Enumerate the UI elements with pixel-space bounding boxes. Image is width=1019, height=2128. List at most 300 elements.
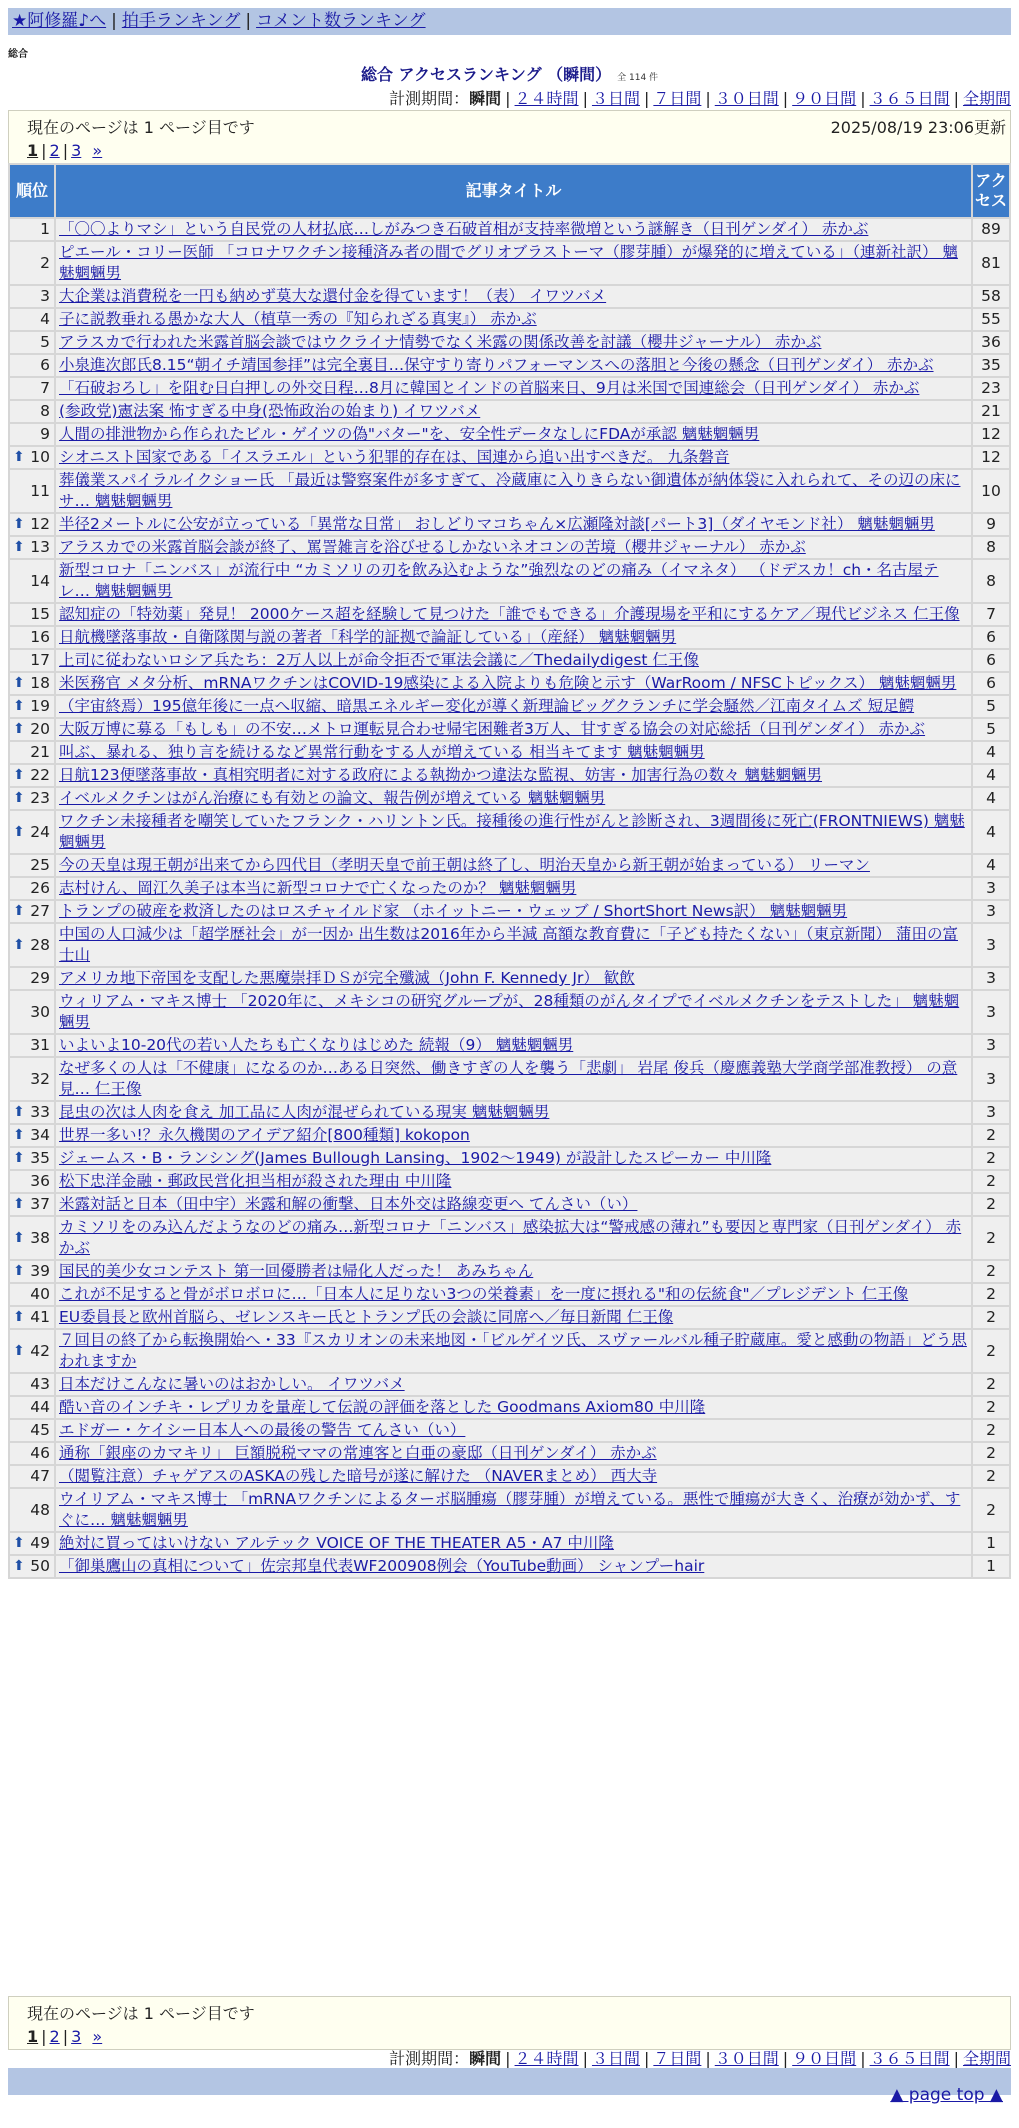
article-title-link[interactable]: 日航123便墜落事故・真相究明者に対する政府による執拗かつ違法な監視、妨害・加害行為の数々 魑魅魍魎男 bbox=[59, 766, 823, 784]
title-cell bbox=[56, 378, 971, 399]
article-title-link[interactable]: いよいよ10-20代の若い人たちも亡くなりはじめた 続報（9） 魑魅魍魎男 bbox=[59, 1036, 574, 1054]
rank-number: 17 bbox=[30, 651, 50, 669]
title-cell bbox=[56, 1533, 971, 1554]
article-title-link[interactable]: 酷い音のインチキ・レプリカを量産して伝説の評価を落とした Goodmans Axiom80 中川隆 bbox=[59, 1398, 706, 1416]
title-cell bbox=[56, 968, 971, 989]
separator: | bbox=[62, 2027, 69, 2046]
rank-number: 16 bbox=[30, 628, 50, 646]
table-row bbox=[10, 1330, 1009, 1372]
rank-number: 3 bbox=[40, 287, 50, 305]
page-info-text: 現在のページは 1 ページ目です bbox=[27, 2004, 255, 2023]
rank-cell bbox=[10, 242, 54, 284]
access-count: 58 bbox=[973, 286, 1009, 307]
article-title-link[interactable]: 今の天皇は現王朝が出来てから四代目（孝明天皇で前王朝は終了し、明治天皇から新王朝が始まっている） リーマン bbox=[59, 856, 870, 874]
rank-number: 43 bbox=[30, 1375, 50, 1393]
article-title-link[interactable]: 米医務官 メタ分析、mRNAワクチンはCOVID-19感染による入院よりも危険と示す（WarRoom / NFSCトピックス） 魑魅魍魎男 bbox=[59, 674, 957, 692]
page-title-row bbox=[0, 62, 1019, 85]
rank-cell bbox=[10, 1217, 54, 1259]
article-title-link[interactable]: アラスカで行われた米露首脳会談ではウクライナ情勢でなく米露の関係改善を討議（櫻井ジャーナル） 赤かぶ bbox=[59, 333, 822, 351]
title-cell bbox=[56, 1125, 971, 1146]
title-cell bbox=[56, 1397, 971, 1418]
period-option-link[interactable]: ３０日間 bbox=[714, 2049, 779, 2068]
table-row bbox=[10, 447, 1009, 468]
article-title-link[interactable]: ウイリアム・マキス博士 「mRNAワクチンによるターボ脳腫瘍（膠芽腫）が増えている。悪性で腫瘍が大きく、治療が効かず、すぐに… 魑魅魍魎男 bbox=[59, 1490, 961, 1529]
period-selector-bottom bbox=[389, 2046, 1011, 2069]
title-cell bbox=[56, 1466, 971, 1487]
title-cell bbox=[56, 1194, 971, 1215]
rank-cell bbox=[10, 1284, 54, 1305]
article-title-link[interactable]: 新型コロナ「ニンバス」が流行中 “カミソリの刃を飲み込むような”強烈なのどの痛み（イマネタ） （ドデスカ！ch・名古屋テレ… 魑魅魍魎男 bbox=[59, 561, 939, 600]
up-arrow-icon: ⬆ bbox=[13, 516, 25, 532]
access-count: 12 bbox=[973, 424, 1009, 445]
page-info-text: 現在のページは 1 ページ目です bbox=[27, 118, 255, 137]
rank-cell bbox=[10, 1058, 54, 1100]
pager-next-link[interactable]: » bbox=[92, 2027, 103, 2046]
separator: | bbox=[860, 89, 866, 108]
rank-number: 36 bbox=[30, 1172, 50, 1190]
up-arrow-icon: ⬆ bbox=[13, 449, 25, 465]
article-title-link[interactable]: （閲覧注意）チャゲアスのASKAの残した暗号が遂に解けた （NAVERまとめ） 西大寺 bbox=[59, 1467, 658, 1485]
table-row bbox=[10, 424, 1009, 445]
table-row bbox=[10, 242, 1009, 284]
rank-number: 44 bbox=[30, 1398, 50, 1416]
table-row bbox=[10, 401, 1009, 422]
access-count: 1 bbox=[973, 1556, 1009, 1577]
article-title-link[interactable]: 中国の人口減少は「超学歴社会」が一因か 出生数は2016年から半減 高額な教育費に「子ども持たくない」（東京新聞） 蒲田の富士山 bbox=[59, 925, 958, 964]
rank-number: 19 bbox=[30, 697, 50, 715]
access-count: 2 bbox=[973, 1397, 1009, 1418]
rank-number: 4 bbox=[40, 310, 50, 328]
up-arrow-icon: ⬆ bbox=[13, 790, 25, 806]
period-option-link[interactable]: ３０日間 bbox=[714, 89, 779, 108]
rank-cell bbox=[10, 673, 54, 694]
title-cell bbox=[56, 765, 971, 786]
period-option-link[interactable]: ９０日間 bbox=[792, 2049, 857, 2068]
rank-cell bbox=[10, 1171, 54, 1192]
rank-cell bbox=[10, 424, 54, 445]
rank-number: 38 bbox=[30, 1228, 50, 1247]
col-rank-header: 順位 bbox=[10, 165, 54, 217]
article-title-link[interactable]: 「〇〇よりマシ」という自民党の人材払底…しがみつき石破首相が支持率微増という謎解き（日刊ゲンダイ） 赤かぶ bbox=[59, 220, 869, 238]
rank-cell bbox=[10, 1194, 54, 1215]
table-row bbox=[10, 1217, 1009, 1259]
pager-page-link[interactable]: 2 bbox=[49, 2027, 60, 2046]
rank-number: 39 bbox=[30, 1262, 50, 1280]
up-arrow-icon: ⬆ bbox=[13, 675, 25, 691]
access-count: 3 bbox=[973, 1058, 1009, 1100]
rank-cell bbox=[10, 332, 54, 353]
rank-number: 9 bbox=[40, 425, 50, 443]
table-row bbox=[10, 378, 1009, 399]
table-row bbox=[10, 1284, 1009, 1305]
access-count: 21 bbox=[973, 401, 1009, 422]
rank-cell bbox=[10, 604, 54, 625]
access-count: 4 bbox=[973, 855, 1009, 876]
article-title-link[interactable]: アメリカ地下帝国を支配した悪魔崇拝ＤＳが完全殲滅（John F. Kennedy Jr） 歓飲 bbox=[59, 969, 635, 987]
rank-cell bbox=[10, 514, 54, 535]
rank-number: 31 bbox=[30, 1036, 50, 1054]
table-row bbox=[10, 696, 1009, 717]
article-title-link[interactable]: 小泉進次郎氏8.15“朝イチ靖国参拝”は完全裏目…保守すり寄りパフォーマンスへの落胆と今後の懸念（日刊ゲンダイ） 赤かぶ bbox=[59, 356, 934, 374]
up-arrow-icon: ⬆ bbox=[13, 823, 25, 840]
access-count: 2 bbox=[973, 1489, 1009, 1531]
access-count: 8 bbox=[973, 537, 1009, 558]
article-title-link[interactable]: ピエール・コリー医師 「コロナワクチン接種済み者の間でグリオブラストーマ（膠芽腫）が爆発的に増えている」（連新社訳） 魑魅魍魎男 bbox=[59, 243, 958, 282]
article-title-link[interactable]: 昆虫の次は人肉を食え 加工品に人肉が混ぜられている現実 魑魅魍魎男 bbox=[59, 1103, 550, 1121]
period-option-link[interactable]: ２４時間 bbox=[514, 89, 579, 108]
table-row bbox=[10, 811, 1009, 853]
title-cell bbox=[56, 719, 971, 740]
separator: | bbox=[953, 89, 959, 108]
up-arrow-icon: ⬆ bbox=[13, 1309, 25, 1325]
rank-number: 18 bbox=[30, 674, 50, 692]
rank-cell bbox=[10, 1102, 54, 1123]
table-row bbox=[10, 219, 1009, 240]
access-count: 2 bbox=[973, 1261, 1009, 1282]
rank-number: 28 bbox=[30, 935, 50, 954]
access-count: 2 bbox=[973, 1466, 1009, 1487]
access-count: 36 bbox=[973, 332, 1009, 353]
article-title-link[interactable]: トランプの破産を救済したのはロスチャイルド家 （ホイットニー・ウェッブ / ShortShort News訳） 魑魅魍魎男 bbox=[59, 902, 848, 920]
table-row bbox=[10, 1443, 1009, 1464]
up-arrow-icon: ⬆ bbox=[13, 721, 25, 737]
access-count: 2 bbox=[973, 1148, 1009, 1169]
title-cell bbox=[56, 355, 971, 376]
article-title-link[interactable]: (参政党)憲法案 怖すぎる中身(恐怖政治の始まり) イワツバメ bbox=[59, 402, 481, 420]
separator: | bbox=[505, 2049, 511, 2068]
up-arrow-icon: ⬆ bbox=[13, 767, 25, 783]
article-title-link[interactable]: 半径2メートルに公安が立っている「異常な日常」 おしどりマコちゃん×広瀬隆対談[パート3]（ダイヤモンド社） 魑魅魍魎男 bbox=[59, 515, 935, 533]
article-title-link[interactable]: イベルメクチンはがん治療にも有効との論文、報告例が増えている 魑魅魍魎男 bbox=[59, 789, 606, 807]
rank-cell bbox=[10, 650, 54, 671]
pager-current-page: 1 bbox=[27, 2027, 39, 2046]
article-title-link[interactable]: 子に説教垂れる愚かな大人（植草一秀の『知られざる真実』） 赤かぶ bbox=[59, 310, 537, 328]
pager-next-link[interactable]: » bbox=[92, 141, 103, 160]
spacer bbox=[84, 2027, 89, 2046]
rank-cell bbox=[10, 1420, 54, 1441]
article-title-link[interactable]: これが不足すると骨がボロボロに…「日本人に足りない3つの栄養素」を一度に摂れる"和の伝統食"／プレジデント 仁王像 bbox=[59, 1285, 909, 1303]
clap-ranking-link[interactable]: 拍手ランキング bbox=[121, 11, 241, 31]
period-option-link[interactable]: ２４時間 bbox=[514, 2049, 579, 2068]
rank-cell bbox=[10, 788, 54, 809]
table-row bbox=[10, 1466, 1009, 1487]
rank-cell bbox=[10, 1466, 54, 1487]
table-row bbox=[10, 901, 1009, 922]
table-row bbox=[10, 604, 1009, 625]
period-selector-top bbox=[389, 86, 1011, 109]
table-row bbox=[10, 1125, 1009, 1146]
rank-cell bbox=[10, 719, 54, 740]
article-title-link[interactable]: ７回目の終了から転換開始へ・33『スカリオンの未来地図・「ビルゲイツ氏、スヴァールバル種子貯蔵庫。愛と感動の物語」どう思われますか bbox=[59, 1331, 967, 1370]
period-label: 計測期間： bbox=[389, 89, 470, 108]
separator: | bbox=[782, 2049, 789, 2068]
article-title-link[interactable]: ジェームス・B・ランシング(James Bullough Lansing、1902～1949) が設計したスピーカー 中川隆 bbox=[59, 1149, 772, 1167]
rank-number: 37 bbox=[30, 1195, 50, 1213]
rank-cell bbox=[10, 878, 54, 899]
title-cell bbox=[56, 560, 971, 602]
rank-number: 20 bbox=[30, 720, 50, 738]
article-title-link[interactable]: ワクチン未接種者を嘲笑していたフランク・ハリントン氏。接種後の進行性がんと診断され、3週間後に死亡(FRONTNIEWS) 魑魅魍魎男 bbox=[59, 812, 965, 851]
access-count: 2 bbox=[973, 1443, 1009, 1464]
rank-cell bbox=[10, 1374, 54, 1395]
period-option-link[interactable]: 全期間 bbox=[962, 89, 1011, 108]
article-title-link[interactable]: 大企業は消費税を一円も納めず莫大な還付金を得ています！（表） イワツバメ bbox=[59, 287, 607, 305]
article-title-link[interactable]: 日本だけこんなに暑いのはおかしい。 イワツバメ bbox=[59, 1375, 405, 1393]
access-count: 8 bbox=[973, 560, 1009, 602]
separator: | bbox=[705, 2049, 711, 2068]
access-count: 7 bbox=[973, 604, 1009, 625]
period-option-link[interactable]: ７日間 bbox=[653, 89, 702, 108]
rank-cell bbox=[10, 991, 54, 1033]
rank-cell bbox=[10, 901, 54, 922]
article-title-link[interactable]: 松下忠洋金融・郵政民営化担当相が殺された理由 中川隆 bbox=[59, 1172, 452, 1190]
page-info-bottom bbox=[8, 1996, 1011, 2050]
rank-number: 45 bbox=[30, 1421, 50, 1439]
period-option-link[interactable]: ３日間 bbox=[591, 89, 640, 108]
article-title-link[interactable]: 通称「銀座のカマキリ」 巨額脱税ママの常連客と白亜の豪邸（日刊ゲンダイ） 赤かぶ bbox=[59, 1444, 657, 1462]
access-count: 3 bbox=[973, 1035, 1009, 1056]
article-title-link[interactable]: 認知症の「特効薬」発見！ 2000ケース超を経験して見つけた「誰でもできる」介護現場を平和にするケア／現代ビジネス 仁王像 bbox=[59, 605, 960, 623]
title-cell bbox=[56, 401, 971, 422]
access-count: 2 bbox=[973, 1330, 1009, 1372]
pager-current-page: 1 bbox=[27, 141, 39, 160]
article-title-link[interactable]: ウィリアム・マキス博士 「2020年に、メキシコの研究グループが、28種類のがんタイプでイベルメクチンをテストした」 魑魅魍魎男 bbox=[59, 992, 960, 1031]
rank-cell bbox=[10, 1261, 54, 1282]
article-title-link[interactable]: （宇宙終焉）195億年後に一点へ収縮、暗黒エネルギー変化が導く新理論ビッグクランチに学会騒然／江南タイムズ 短足鰐 bbox=[59, 697, 915, 715]
rank-cell bbox=[10, 742, 54, 763]
rank-cell bbox=[10, 1035, 54, 1056]
access-count: 5 bbox=[973, 696, 1009, 717]
title-cell bbox=[56, 811, 971, 853]
title-cell bbox=[56, 286, 971, 307]
access-count: 2 bbox=[973, 1217, 1009, 1259]
table-row bbox=[10, 1533, 1009, 1554]
title-cell bbox=[56, 537, 971, 558]
table-row bbox=[10, 765, 1009, 786]
up-arrow-icon: ⬆ bbox=[13, 1558, 25, 1574]
separator: | bbox=[643, 89, 650, 108]
rank-cell bbox=[10, 355, 54, 376]
separator: | bbox=[41, 2027, 47, 2046]
access-count: 3 bbox=[973, 1102, 1009, 1123]
total-count: 全 114 件 bbox=[617, 73, 659, 83]
rank-cell bbox=[10, 968, 54, 989]
title-cell bbox=[56, 447, 971, 468]
pager-page-link[interactable]: 3 bbox=[71, 2027, 82, 2046]
title-cell bbox=[56, 470, 971, 512]
article-title-link[interactable]: 「石破おろし」を阻む日白押しの外交日程…8月に韓国とインドの首脳来日、9月は米国で国連総会（日刊ゲンダイ） 赤かぶ bbox=[59, 379, 920, 397]
rank-number: 26 bbox=[30, 879, 50, 897]
rank-cell bbox=[10, 1397, 54, 1418]
title-cell bbox=[56, 673, 971, 694]
article-title-link[interactable]: 上司に従わないロシア兵たち：2万人以上が命令拒否で軍法会議に／Thedailydigest 仁王像 bbox=[59, 651, 699, 669]
article-title-link[interactable]: EU委員長と欧州首脳ら、ゼレンスキー氏とトランプ氏の会談に同席へ／毎日新聞 仁王像 bbox=[59, 1308, 674, 1326]
rank-number: 10 bbox=[30, 448, 50, 466]
page-title: 総合 アクセスランキング （瞬間） bbox=[360, 65, 612, 84]
up-arrow-icon: ⬆ bbox=[13, 936, 25, 953]
up-arrow-icon: ⬆ bbox=[13, 1229, 25, 1246]
access-count: 6 bbox=[973, 650, 1009, 671]
rank-number: 24 bbox=[30, 822, 50, 841]
table-row bbox=[10, 355, 1009, 376]
spacer bbox=[84, 141, 89, 160]
table-row bbox=[10, 1035, 1009, 1056]
rank-number: 47 bbox=[30, 1467, 50, 1485]
access-count: 4 bbox=[973, 811, 1009, 853]
table-row bbox=[10, 673, 1009, 694]
access-count: 3 bbox=[973, 878, 1009, 899]
access-count: 2 bbox=[973, 1374, 1009, 1395]
period-option-link[interactable]: 全期間 bbox=[962, 2049, 1011, 2068]
table-row bbox=[10, 332, 1009, 353]
title-cell bbox=[56, 1171, 971, 1192]
separator: | bbox=[860, 2049, 866, 2068]
table-row bbox=[10, 788, 1009, 809]
article-title-link[interactable]: 日航機墜落事故・自衛隊関与説の著者「科学的証拠で論証している」（産経） 魑魅魍魎男 bbox=[59, 628, 677, 646]
table-row bbox=[10, 1261, 1009, 1282]
period-option-link[interactable]: ３日間 bbox=[591, 2049, 640, 2068]
page-top-link[interactable]: ▲ page top ▲ bbox=[890, 2085, 1003, 2105]
article-title-link[interactable]: 葬儀業スパイラルイクショー氏 「最近は警察案件が多すぎて、冷蔵庫に入りきらない御遺体が納体袋に入れられて、その辺の床にサ… 魑魅魍魎男 bbox=[59, 471, 961, 510]
rank-cell bbox=[10, 1125, 54, 1146]
rank-number: 21 bbox=[30, 743, 50, 761]
article-title-link[interactable]: シオニスト国家である「イスラエル」という犯罪的存在は、国連から追い出すべきだ。 九条磐音 bbox=[59, 448, 730, 466]
period-current: 瞬間 bbox=[469, 2049, 502, 2068]
rank-cell bbox=[10, 1443, 54, 1464]
up-arrow-icon: ⬆ bbox=[13, 1263, 25, 1279]
period-label: 計測期間： bbox=[389, 2049, 470, 2068]
table-row bbox=[10, 1374, 1009, 1395]
pager-page-link[interactable]: 3 bbox=[71, 141, 82, 160]
rank-number: 50 bbox=[30, 1557, 50, 1575]
table-row bbox=[10, 742, 1009, 763]
rank-cell bbox=[10, 1148, 54, 1169]
rank-cell bbox=[10, 1533, 54, 1554]
title-cell bbox=[56, 1489, 971, 1531]
up-arrow-icon: ⬆ bbox=[13, 903, 25, 919]
rank-number: 15 bbox=[30, 605, 50, 623]
rank-number: 12 bbox=[30, 515, 50, 533]
separator: | bbox=[705, 89, 711, 108]
table-header-row bbox=[10, 165, 1009, 217]
rank-cell bbox=[10, 560, 54, 602]
title-cell bbox=[56, 1058, 971, 1100]
separator: | bbox=[41, 141, 47, 160]
period-option-link[interactable]: ９０日間 bbox=[792, 89, 857, 108]
article-title-link[interactable]: 世界一多い!？永久機関のアイデア紹介[800種類] kokopon bbox=[59, 1126, 470, 1144]
rank-number: 41 bbox=[30, 1308, 50, 1326]
rank-cell bbox=[10, 309, 54, 330]
article-title-link[interactable]: 国民的美少女コンテスト 第一回優勝者は帰化人だった！ あみちゃん bbox=[59, 1262, 534, 1280]
separator: | bbox=[62, 141, 69, 160]
updated-timestamp: 2025/08/19 23:06更新 bbox=[830, 118, 1006, 137]
title-cell bbox=[56, 1035, 971, 1056]
ranking-table bbox=[8, 163, 1011, 1579]
article-title-link[interactable]: カミソリをのみ込んだようなのどの痛み…新型コロナ「ニンバス」感染拡大は“警戒感の薄れ”も要因と専門家（日刊ゲンダイ） 赤かぶ bbox=[59, 1218, 962, 1257]
title-cell bbox=[56, 924, 971, 966]
rank-cell bbox=[10, 286, 54, 307]
rank-number: 46 bbox=[30, 1444, 50, 1462]
title-cell bbox=[56, 1217, 971, 1259]
article-title-link[interactable]: 「御巣鷹山の真相について」佐宗邦皇代表WF200908例会（YouTube動画） シャンプーhair bbox=[59, 1557, 705, 1575]
period-option-link[interactable]: ３６５日間 bbox=[869, 2049, 950, 2068]
access-count: 35 bbox=[973, 355, 1009, 376]
rank-number: 11 bbox=[30, 481, 50, 500]
table-row bbox=[10, 719, 1009, 740]
rank-cell bbox=[10, 1556, 54, 1577]
period-current: 瞬間 bbox=[469, 89, 502, 108]
title-cell bbox=[56, 1556, 971, 1577]
rank-number: 2 bbox=[40, 253, 50, 272]
table-row bbox=[10, 878, 1009, 899]
table-row bbox=[10, 855, 1009, 876]
article-title-link[interactable]: 大阪万博に募る「もしも」の不安…メトロ運転見合わせ帰宅困難者3万人、甘すぎる協会の対応総括（日刊ゲンダイ） 赤かぶ bbox=[59, 720, 926, 738]
rank-cell bbox=[10, 447, 54, 468]
table-row bbox=[10, 991, 1009, 1033]
article-title-link[interactable]: なぜ多くの人は「不健康」になるのか…ある日突然、働きすぎの人を襲う「悲劇」 岩尾 俊兵（慶應義塾大学商学部准教授） の意見… 仁王像 bbox=[59, 1059, 958, 1098]
article-title-link[interactable]: エドガー・ケイシー日本人への最後の警告 てんさい（い） bbox=[59, 1421, 466, 1439]
article-title-link[interactable]: 志村けん、岡江久美子は本当に新型コロナで亡くなったのか？ 魑魅魍魎男 bbox=[59, 879, 577, 897]
access-count: 89 bbox=[973, 219, 1009, 240]
top-nav-bar bbox=[8, 8, 1011, 35]
period-option-link[interactable]: ３６５日間 bbox=[869, 89, 950, 108]
home-link[interactable]: ★阿修羅♪へ bbox=[12, 11, 107, 31]
separator: | bbox=[582, 89, 588, 108]
up-arrow-icon: ⬆ bbox=[13, 1196, 25, 1212]
rank-cell bbox=[10, 765, 54, 786]
rank-number: 34 bbox=[30, 1126, 50, 1144]
title-cell bbox=[56, 1330, 971, 1372]
pager-bottom bbox=[27, 2027, 102, 2046]
access-count: 6 bbox=[973, 673, 1009, 694]
access-count: 10 bbox=[973, 470, 1009, 512]
article-title-link[interactable]: 人間の排泄物から作られたビル・ゲイツの偽"バター"を、安全性データなしにFDAが承認 魑魅魍魎男 bbox=[59, 425, 760, 443]
rank-cell bbox=[10, 855, 54, 876]
access-count: 5 bbox=[973, 719, 1009, 740]
rank-number: 7 bbox=[40, 379, 50, 397]
table-row bbox=[10, 650, 1009, 671]
comment-ranking-link[interactable]: コメント数ランキング bbox=[256, 11, 426, 31]
table-row bbox=[10, 1148, 1009, 1169]
table-row bbox=[10, 309, 1009, 330]
rank-cell bbox=[10, 1489, 54, 1531]
pager-page-link[interactable]: 2 bbox=[49, 141, 60, 160]
table-row bbox=[10, 968, 1009, 989]
rank-number: 35 bbox=[30, 1149, 50, 1167]
article-title-link[interactable]: 絶対に買ってはいけない アルテック VOICE OF THE THEATER A5・A7 中川隆 bbox=[59, 1534, 614, 1552]
title-cell bbox=[56, 332, 971, 353]
period-option-link[interactable]: ７日間 bbox=[653, 2049, 702, 2068]
article-title-link[interactable]: 米露対話と日本（田中宇）米露和解の衝撃、日本外交は路線変更へ てんさい（い） bbox=[59, 1195, 638, 1213]
title-cell bbox=[56, 1284, 971, 1305]
title-cell bbox=[56, 855, 971, 876]
title-cell bbox=[56, 424, 971, 445]
access-count: 3 bbox=[973, 901, 1009, 922]
category-label: 総合 bbox=[8, 49, 28, 60]
article-title-link[interactable]: 叫ぶ、暴れる、独り言を続けるなど異常行動をする人が増えている 相当キてます 魑魅魍魎男 bbox=[59, 743, 705, 761]
access-count: 4 bbox=[973, 765, 1009, 786]
table-row bbox=[10, 627, 1009, 648]
rank-number: 40 bbox=[30, 1285, 50, 1303]
title-cell bbox=[56, 1261, 971, 1282]
table-row bbox=[10, 1489, 1009, 1531]
table-row bbox=[10, 470, 1009, 512]
rank-number: 8 bbox=[40, 402, 50, 420]
article-title-link[interactable]: アラスカでの米露首脳会談が終了、罵詈雑言を浴びせるしかないネオコンの苦境（櫻井ジャーナル） 赤かぶ bbox=[59, 538, 806, 556]
access-count: 6 bbox=[973, 627, 1009, 648]
title-cell bbox=[56, 219, 971, 240]
table-row bbox=[10, 1307, 1009, 1328]
